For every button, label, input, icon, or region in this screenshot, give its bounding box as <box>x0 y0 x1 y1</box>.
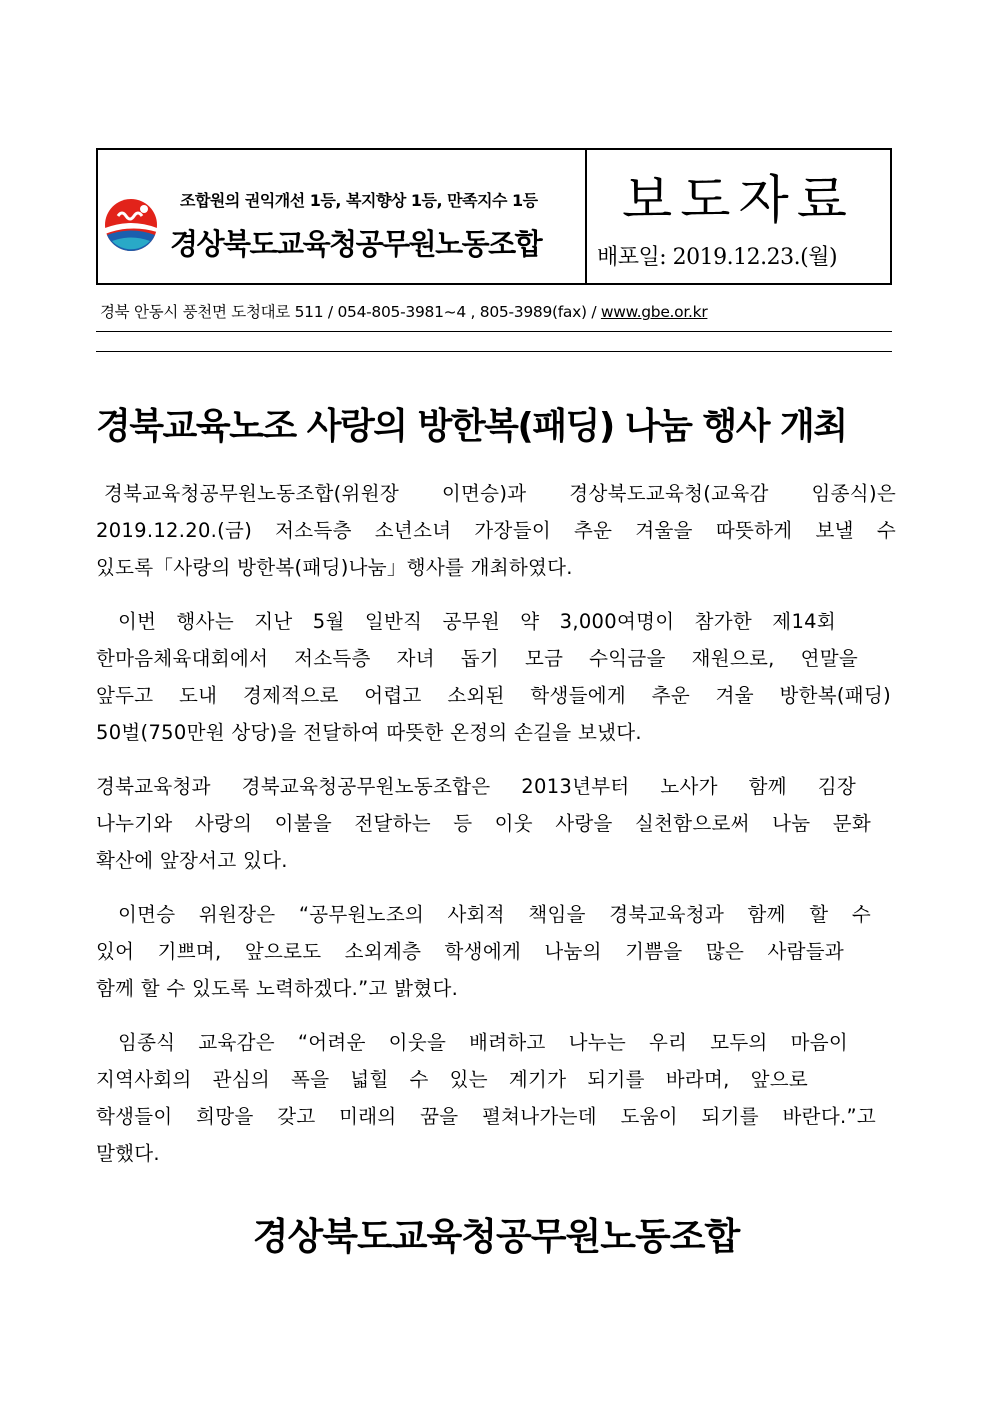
paragraph-line: 50벌(750만원 상당)을 전달하여 따뜻한 온정의 손길을 보냈다. <box>96 721 642 744</box>
paragraph-line: 이면승 위원장은 “공무원노조의 사회적 책임을 경북교육청과 함께 할 수 <box>118 903 871 926</box>
paragraph-line: 함께 할 수 있도록 노력하겠다.”고 밝혔다. <box>96 977 459 1000</box>
press-release-title: 보도자료 <box>622 171 855 231</box>
paragraph-1 <box>96 475 896 586</box>
website-link[interactable]: www.gbe.or.kr <box>600 303 708 321</box>
paragraph-line: 한마음체육대회에서 저소득층 자녀 돕기 모금 수익금을 재원으로, 연말을 <box>96 647 858 670</box>
footer-union-name: 경상북도교육청공무원노동조합 <box>252 1215 740 1258</box>
paragraph-line: 이번 행사는 지난 5월 일반직 공무원 약 3,000여명이 참가한 제14회 <box>118 610 836 633</box>
divider-bottom <box>96 351 892 352</box>
contact-address: 경북 안동시 풍천면 도청대로 511 / 054-805-3981~4 , 805-3989(fax) / <box>100 303 601 321</box>
press-header <box>96 148 892 285</box>
union-name: 경상북도교육청공무원노동조합 <box>170 227 542 261</box>
contact-info <box>100 300 707 322</box>
paragraph-line: 지역사회의 관심의 폭을 넓힐 수 있는 계기가 되기를 바라며, 앞으로 <box>96 1068 808 1091</box>
paragraph-5 <box>96 1024 876 1172</box>
paragraph-line: 앞두고 도내 경제적으로 어렵고 소외된 학생들에게 추운 겨울 방한복(패딩) <box>96 684 891 707</box>
union-banner <box>98 150 587 283</box>
paragraph-line: 있어 기쁘며, 앞으로도 소외계층 학생에게 나눔의 기쁨을 많은 사람들과 <box>96 940 844 963</box>
paragraph-line: 2019.12.20.(금) 저소득층 소년소녀 가장들이 추운 겨울을 따뜻하게 보낼 수 <box>96 519 896 542</box>
paragraph-line: 나누기와 사랑의 이불을 전달하는 등 이웃 사랑을 실천함으로써 나눔 문화 <box>96 812 871 835</box>
union-logo-icon <box>104 198 158 252</box>
article-headline: 경북교육노조 사랑의 방한복(패딩) 나눔 행사 개최 <box>96 406 847 447</box>
release-date: 배포일: 2019.12.23.(월) <box>597 245 838 270</box>
paragraph-line: 경북교육청과 경북교육청공무원노동조합은 2013년부터 노사가 함께 김장 <box>96 775 856 798</box>
paragraph-3 <box>96 768 871 879</box>
paragraph-line: 학생들이 희망을 갖고 미래의 꿈을 펼쳐나가는데 도움이 되기를 바란다.”고 <box>96 1105 876 1128</box>
union-slogan: 조합원의 권익개선 1등, 복지향상 1등, 만족지수 1등 <box>180 191 538 210</box>
paragraph-4 <box>96 896 871 1007</box>
paragraph-line: 있도록「사랑의 방한복(패딩)나눔」행사를 개최하였다. <box>96 556 573 579</box>
divider-top <box>96 331 892 332</box>
press-release-box <box>587 150 890 283</box>
paragraph-line: 경북교육청공무원노동조합(위원장 이면승)과 경상북도교육청(교육감 임종식)은 <box>104 482 896 505</box>
paragraph-2 <box>96 603 891 751</box>
paragraph-line: 말했다. <box>96 1142 160 1165</box>
paragraph-line: 확산에 앞장서고 있다. <box>96 849 288 872</box>
paragraph-line: 임종식 교육감은 “어려운 이웃을 배려하고 나누는 우리 모두의 마음이 <box>118 1031 848 1054</box>
